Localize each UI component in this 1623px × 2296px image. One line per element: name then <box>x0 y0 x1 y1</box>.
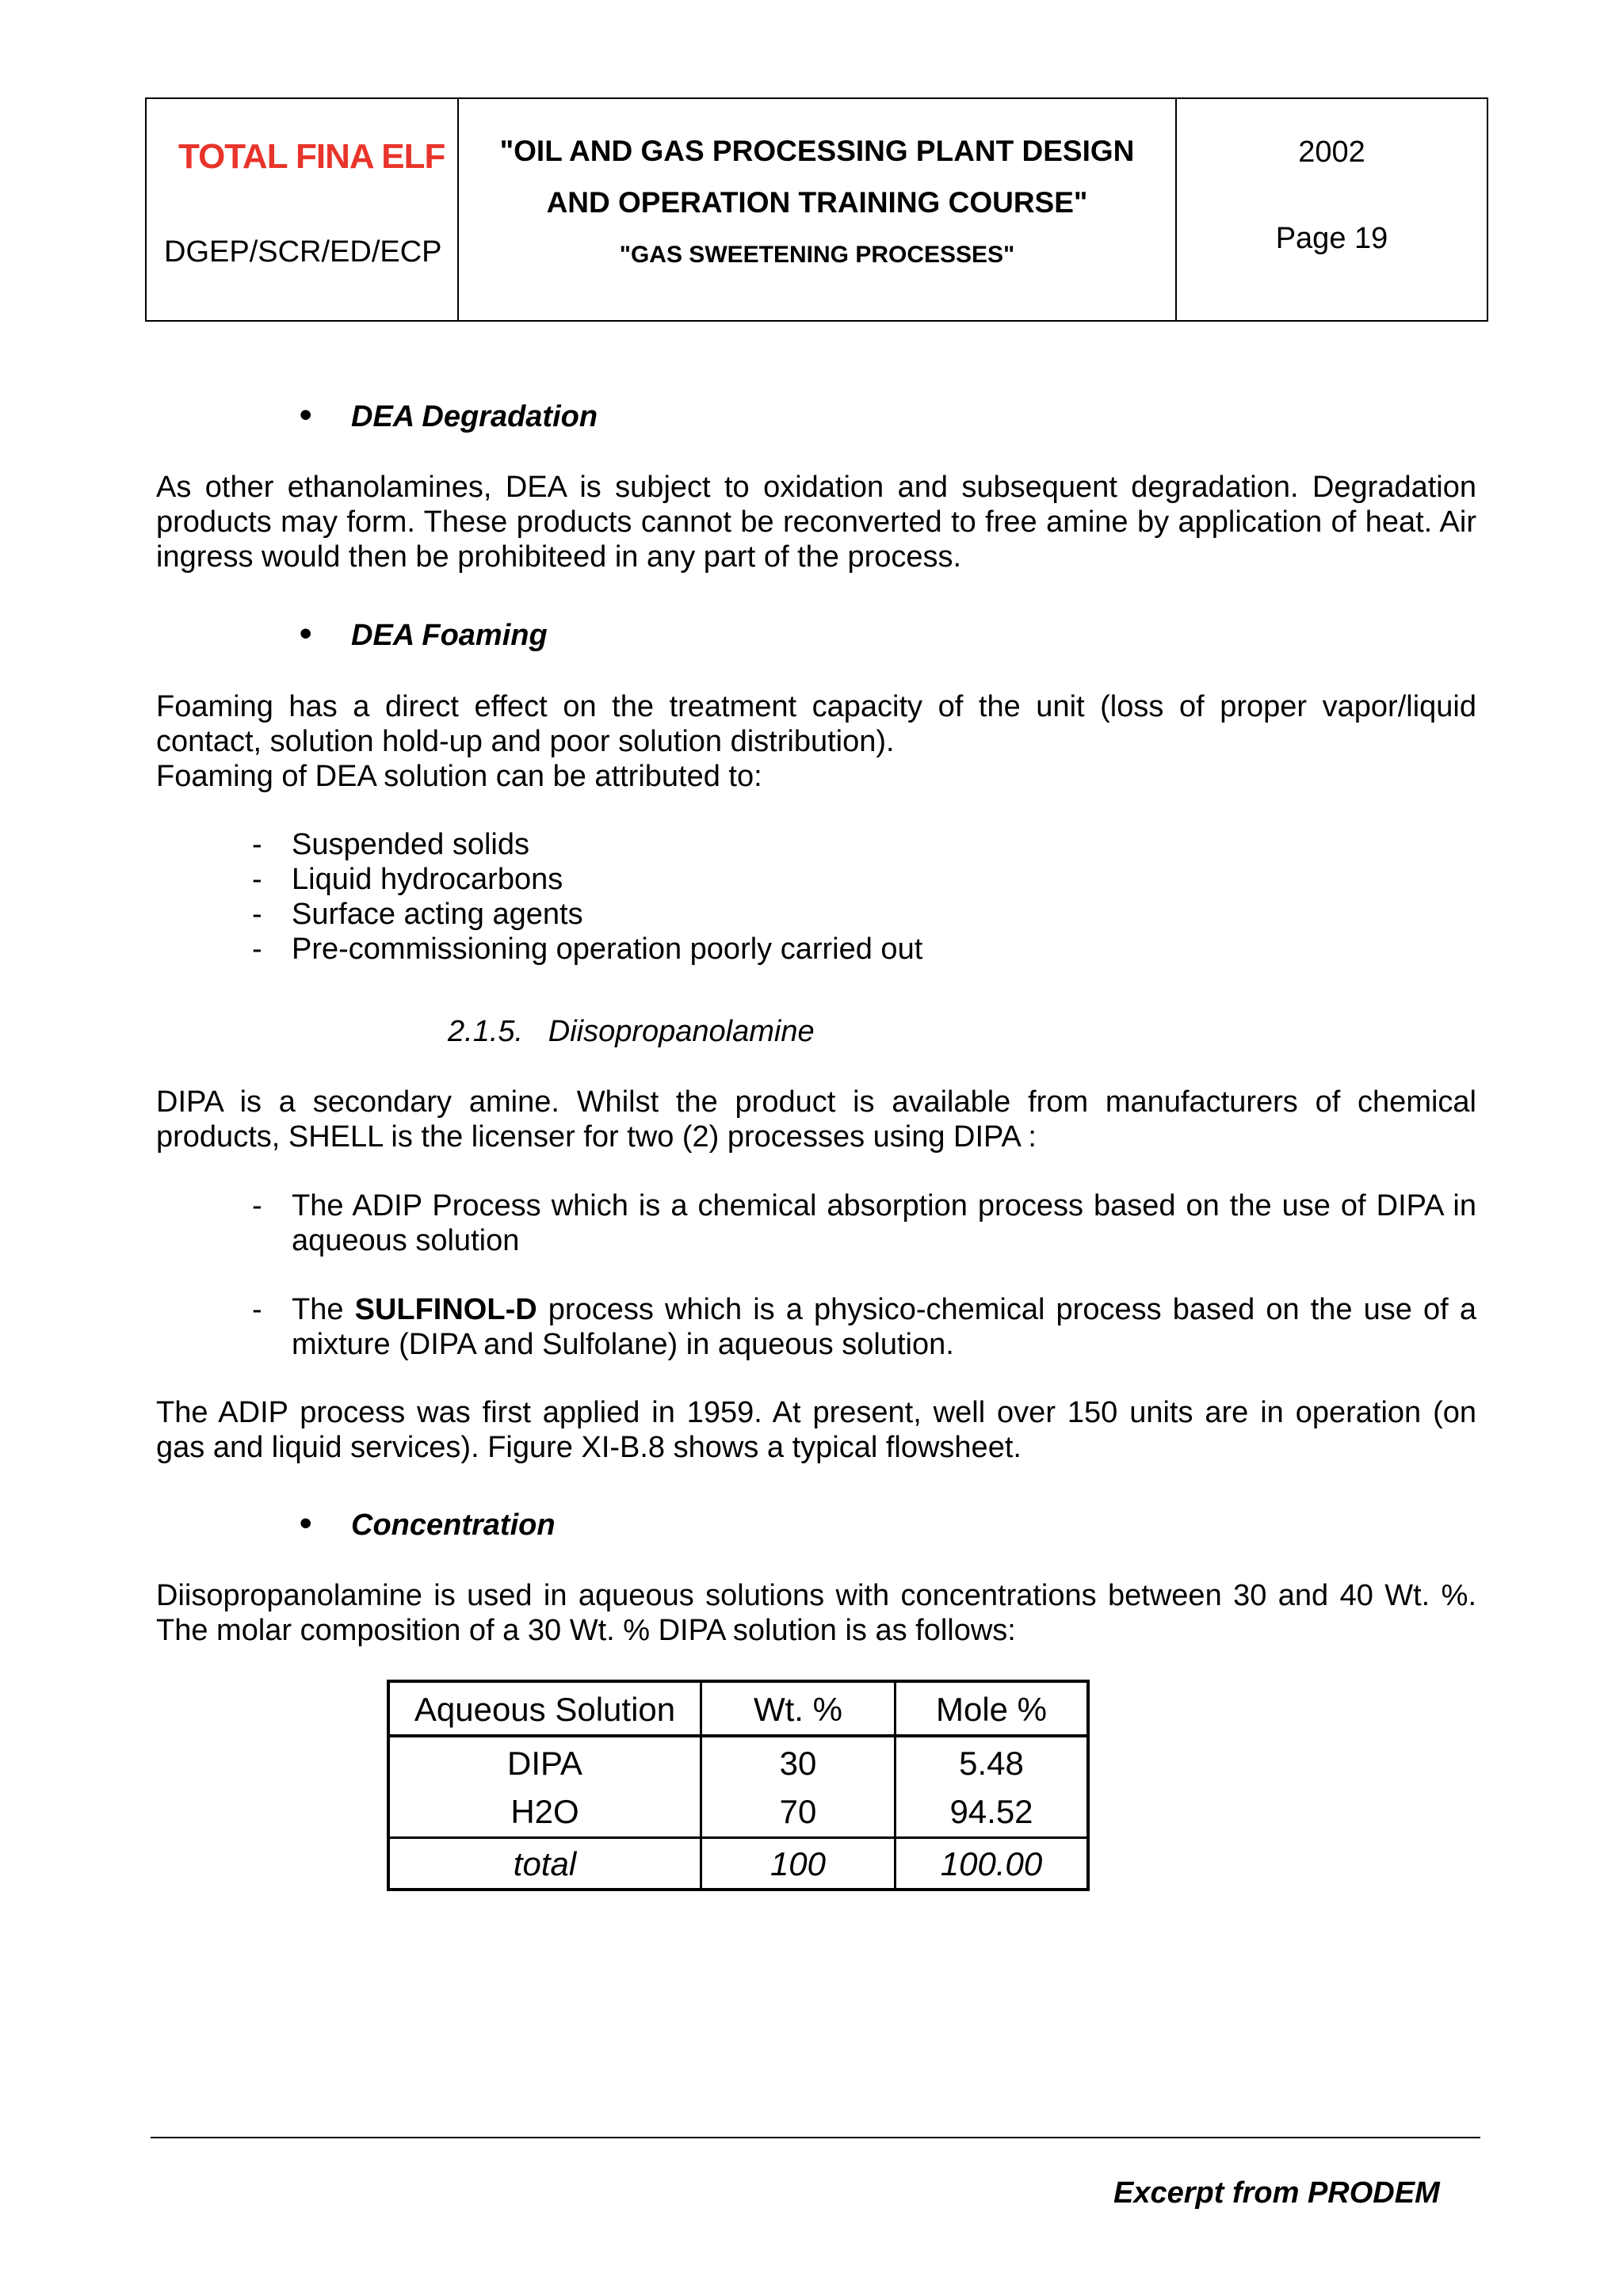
text-line: gas and liquid services). Figure XI-B.8 shows a typical flowsheet. <box>156 1431 1022 1464</box>
dash-marker: - <box>252 1293 262 1326</box>
table-cell: 70 <box>779 1793 817 1830</box>
heading-text: Concentration <box>351 1508 556 1542</box>
text-line: products may form. These products cannot be reconverted to free amine by application of heat. Air <box>156 505 1476 539</box>
department-code: DGEP/SCR/ED/ECP <box>164 235 442 269</box>
dash-marker: - <box>252 1189 262 1222</box>
text-line: contact, solution hold-up and poor solution distribution). <box>156 725 895 758</box>
header-divider <box>390 1734 1086 1737</box>
composition-table <box>387 1680 1090 1891</box>
text-line: ingress would then be prohibiteed in any part of the process. <box>156 540 962 574</box>
text-line: Foaming of DEA solution can be attributed to: <box>156 760 762 793</box>
table-total-cell: 100 <box>769 1845 827 1882</box>
footer-source: Excerpt from PRODEM <box>1113 2176 1440 2210</box>
text-line: As other ethanolamines, DEA is subject to oxidation and subsequent degradation. Degradation <box>156 471 1476 504</box>
list-item-text: Pre-commissioning operation poorly carried out <box>292 933 923 966</box>
list-item-text: Suspended solids <box>292 828 529 861</box>
text-line: Diisopropanolamine is used in aqueous solutions with concentrations between 30 and 40 Wt. %. <box>156 1579 1476 1612</box>
text-line: The molar composition of a 30 Wt. % DIPA solution is as follows: <box>156 1614 1016 1647</box>
paragraph-adip-history <box>156 1395 1476 1465</box>
header-left-cell <box>147 99 459 320</box>
list-item-text: Surface acting agents <box>292 898 583 931</box>
document-subtitle: "GAS SWEETENING PROCESSES" <box>619 242 1015 268</box>
process-name: SULFINOL-D <box>354 1293 537 1326</box>
dash-marker: - <box>252 863 262 896</box>
list-item-text: aqueous solution <box>292 1224 520 1257</box>
text-fragment: The <box>292 1293 355 1326</box>
section-heading-dipa <box>448 1015 815 1049</box>
text-line: The ADIP process was first applied in 1959. At present, well over 150 units are in operation (on <box>156 1396 1476 1429</box>
dash-marker: - <box>252 898 262 931</box>
paragraph-dea-foaming <box>156 689 1476 794</box>
document-header <box>145 97 1488 322</box>
page-number: Page 19 <box>1275 222 1388 255</box>
total-divider <box>390 1836 1086 1839</box>
bullet-icon: • <box>300 614 312 653</box>
table-cell: 30 <box>779 1745 817 1782</box>
text-line: DIPA is a secondary amine. Whilst the product is available from manufacturers of chemical <box>156 1085 1476 1119</box>
course-title-line1: "OIL AND GAS PROCESSING PLANT DESIGN <box>499 135 1135 167</box>
table-cell: 5.48 <box>959 1745 1024 1782</box>
bullet-icon: • <box>300 1504 312 1543</box>
course-title-line2: AND OPERATION TRAINING COURSE" <box>546 186 1088 219</box>
list-item-text: mixture (DIPA and Sulfolane) in aqueous solution. <box>292 1328 954 1361</box>
heading-text: DEA Degradation <box>351 400 598 433</box>
table-cell: DIPA <box>507 1745 582 1782</box>
table-cell: 94.52 <box>949 1793 1033 1830</box>
bullet-icon: • <box>300 395 312 434</box>
footer-divider <box>151 2137 1480 2138</box>
header-title-cell <box>459 99 1177 320</box>
text-fragment: process which is a physico-chemical process based on the use of a <box>537 1293 1476 1326</box>
paragraph-dipa-intro <box>156 1085 1476 1154</box>
list-item-text <box>292 1292 1476 1327</box>
dash-marker: - <box>252 828 262 861</box>
paragraph-concentration <box>156 1578 1476 1648</box>
list-item-text: The ADIP Process which is a chemical absorption process based on the use of DIPA in <box>292 1189 1476 1222</box>
header-right-cell <box>1177 99 1487 320</box>
heading-text: DEA Foaming <box>351 619 548 652</box>
table-header-cell: Mole % <box>935 1691 1048 1728</box>
table-total-cell: total <box>513 1845 577 1882</box>
table-header-cell: Wt. % <box>754 1691 842 1728</box>
section-title: Diisopropanolamine <box>548 1015 815 1048</box>
text-line: products, SHELL is the licenser for two (2) processes using DIPA : <box>156 1120 1037 1154</box>
paragraph-dea-degradation <box>156 470 1476 574</box>
section-number: 2.1.5. <box>448 1015 524 1048</box>
table-header-cell: Aqueous Solution <box>414 1691 676 1728</box>
list-item-text: Liquid hydrocarbons <box>292 863 563 896</box>
company-logo: TOTAL FINA ELF <box>178 137 445 176</box>
table-cell: H2O <box>510 1793 579 1830</box>
dash-marker: - <box>252 933 262 966</box>
table-total-cell: 100.00 <box>940 1845 1043 1882</box>
text-line: Foaming has a direct effect on the treatment capacity of the unit (loss of proper vapor/liquid <box>156 690 1476 723</box>
document-year: 2002 <box>1298 135 1365 169</box>
